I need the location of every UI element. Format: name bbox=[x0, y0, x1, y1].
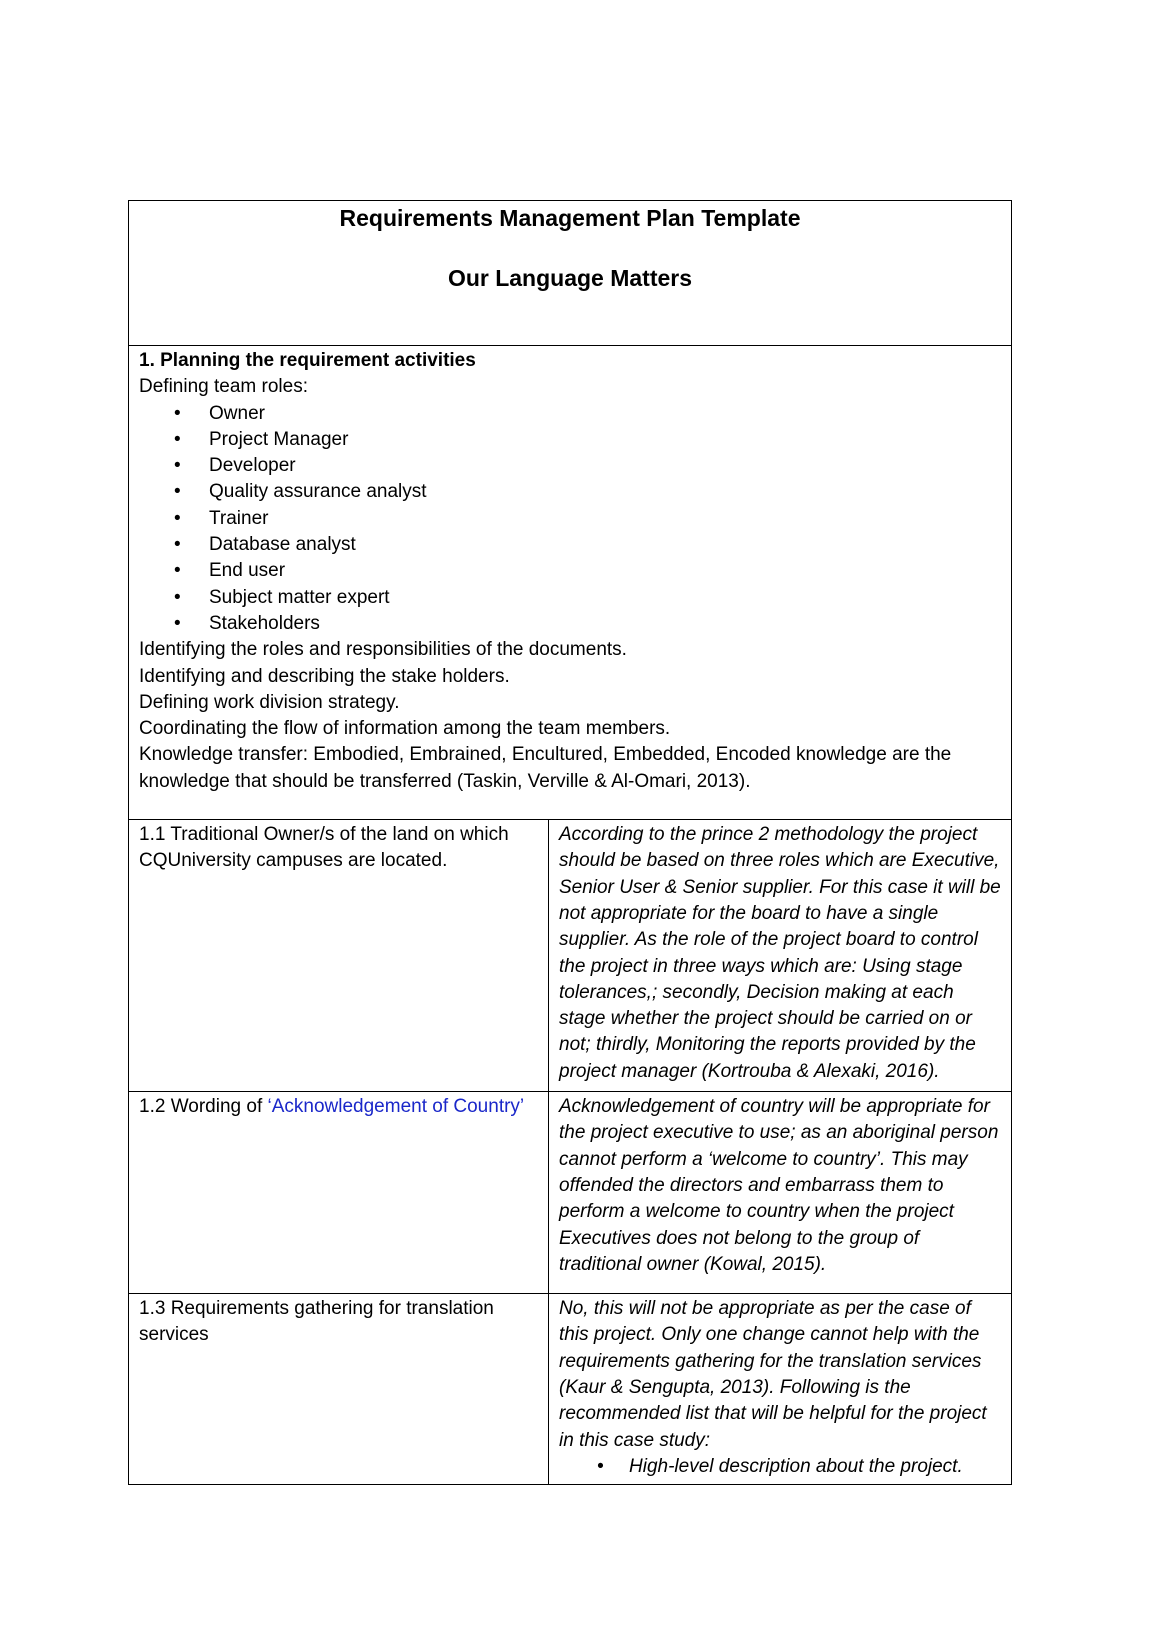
row-1-2-answer bbox=[549, 1092, 1012, 1294]
answer-text: According to the prince 2 methodology the project should be based on three roles which are Executive, Senior User & Senior supplier. For this case it will be not appropriate for the board to have a single supplier. As the role of the project board to control the project in three ways which are: Using stage tolerances,; secondly, Decision making at each stage whether the project should be carried on or not; thirdly, Monitoring the reports provided by the project manager (Kortrouba & Alexaki, 2016). bbox=[559, 824, 1001, 1082]
paragraph-line: Coordinating the flow of information among the team members. bbox=[139, 718, 671, 740]
paragraph-line: Identifying the roles and responsibilities of the documents. bbox=[139, 639, 627, 661]
list-item: • Owner bbox=[174, 401, 1001, 427]
document-subtitle: Our Language Matters bbox=[447, 265, 693, 291]
row-label-text: 1.1 Traditional Owner/s of the land on which CQUniversity campuses are located. bbox=[139, 824, 509, 872]
paragraph-line: Identifying and describing the stake holders. bbox=[139, 665, 510, 687]
row-label-prefix: 1.2 Wording of bbox=[139, 1096, 268, 1118]
row-1-3-answer bbox=[549, 1294, 1012, 1485]
list-item: • Developer bbox=[174, 453, 1001, 479]
acknowledgement-link[interactable]: ‘Acknowledgement of Country’ bbox=[267, 1096, 525, 1118]
document-title: Requirements Management Plan Template bbox=[339, 205, 801, 231]
list-item: • Subject matter expert bbox=[174, 585, 1001, 611]
roles-intro: Defining team roles: bbox=[139, 376, 308, 398]
section-heading: 1. Planning the requirement activities bbox=[139, 350, 476, 371]
row-1-3-label bbox=[129, 1294, 549, 1485]
requirements-table bbox=[128, 200, 1012, 1485]
paragraph-line: Defining work division strategy. bbox=[139, 691, 400, 713]
list-item: • Quality assurance analyst bbox=[174, 479, 1001, 505]
planning-section bbox=[129, 346, 1012, 820]
list-item: • Database analyst bbox=[174, 532, 1001, 558]
answer-text: Acknowledgement of country will be appropriate for the project executive to use; as an aboriginal person cannot perform a ‘welcome to country’. This may offended the directors and embarrass them to perform a welcome to country when the project Executives does not belong to the group of traditional owner (Kowal, 2015). bbox=[559, 1096, 999, 1275]
answer-text: No, this will not be appropriate as per the case of this project. Only one change cannot help with the requirements gathering for the translation services (Kaur & Sengupta, 2013). Following is the recommended list that will be helpful for the project in this case study: bbox=[559, 1298, 987, 1451]
list-item: • High-level description about the project. bbox=[597, 1454, 1001, 1480]
list-item: • End user bbox=[174, 558, 1001, 584]
list-item: • Project Manager bbox=[174, 427, 1001, 453]
row-1-1-answer bbox=[549, 820, 1012, 1092]
row-1-2-label bbox=[129, 1092, 549, 1294]
recommended-list bbox=[559, 1454, 1001, 1480]
list-item: • Trainer bbox=[174, 506, 1001, 532]
title-cell bbox=[129, 201, 1012, 346]
roles-list bbox=[139, 401, 1001, 638]
row-label-text: 1.3 Requirements gathering for translation services bbox=[139, 1298, 494, 1346]
list-item: • Stakeholders bbox=[174, 611, 1001, 637]
paragraph-line: Knowledge transfer: Embodied, Embrained, Encultured, Embedded, Encoded knowledge are the knowledge that should be transferred (Taskin, Verville & Al-Omari, 2013). bbox=[139, 744, 952, 792]
row-1-1-label bbox=[129, 820, 549, 1092]
